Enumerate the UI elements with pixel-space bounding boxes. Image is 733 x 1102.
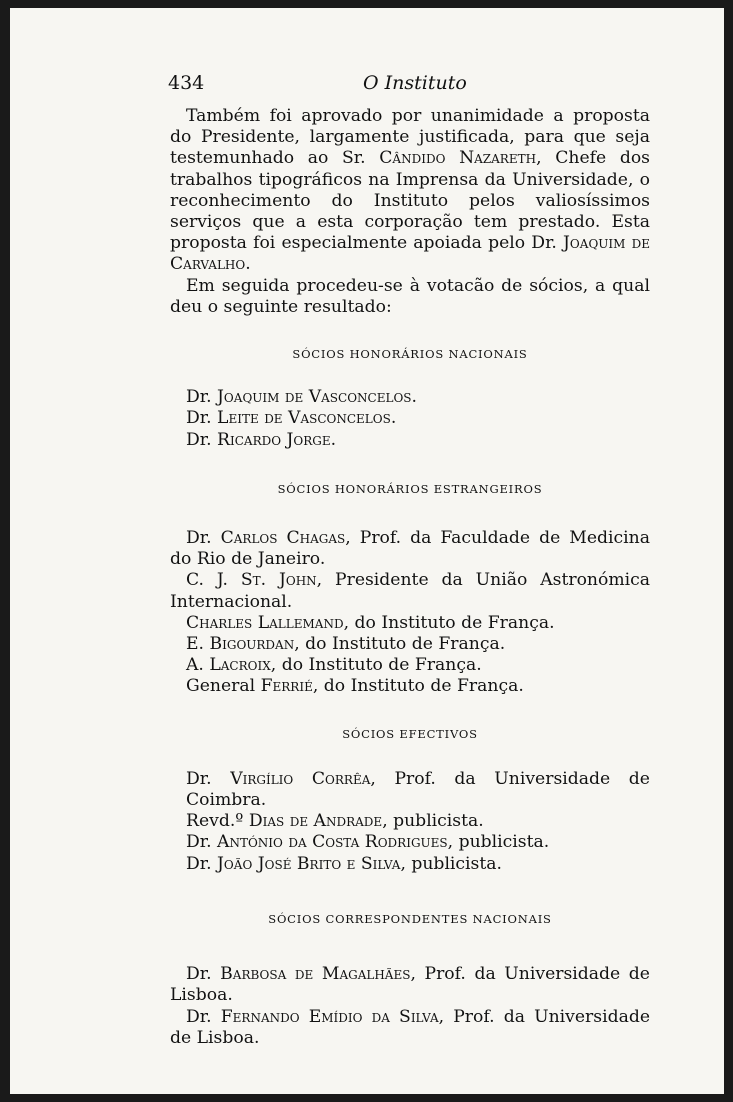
text-run: Também foi aprovado por unanimidade a proposta do Presidente, largamente justificada, para que seja testemunhado ao Sr. <box>170 106 650 169</box>
list-item: Charles Lallemand, do Instituto de França. <box>186 612 555 633</box>
list-item: General Ferrié, do Instituto de França. <box>186 676 524 697</box>
list-item: Dr. Ricardo Jorge. <box>186 429 337 450</box>
text-run: , Chefe dos trabalhos tipográficos na Imprensa da Universidade, o reconhecimento do Instituto pelos valiosíssimos serviços que a esta corporação tem prestado. Esta proposta foi especialmente apoiada pelo Dr. <box>170 148 650 254</box>
list-item: A. Lacroix, do Instituto de França. <box>186 655 482 676</box>
section-title-honorarios-estrangeiros: SÓCIOS HONORÁRIOS ESTRANGEIROS <box>277 481 543 496</box>
text-run: . <box>245 254 251 275</box>
person-name: Cândido Nazareth <box>379 148 537 169</box>
list-item: Dr. Fernando Emídio da Silva, Prof. da Universidade de Lisboa. <box>170 1006 650 1048</box>
document-page <box>10 8 724 1094</box>
page-number: 434 <box>168 72 205 94</box>
person-name: Joaquim de Carvalho <box>170 233 650 275</box>
list-item: Dr. Leite de Vasconcelos. <box>186 408 397 429</box>
list-item: E. Bigourdan, do Instituto de França. <box>186 634 506 655</box>
list-item: Dr. Carlos Chagas, Prof. da Faculdade de Medicina do Rio de Janeiro. <box>170 528 650 570</box>
list-item: Dr. João José Brito e Silva, publicista. <box>186 853 502 874</box>
page-header <box>168 72 648 98</box>
section-title-honorarios-nacionais: SÓCIOS HONORÁRIOS NACIONAIS <box>292 347 528 362</box>
running-title: O Instituto <box>363 72 467 94</box>
list-item: C. J. St. John, Presidente da União Astronómica Internacional. <box>170 570 651 612</box>
list-item: Revd.º Dias de Andrade, publicista. <box>186 811 484 832</box>
section-title-correspondentes-nacionais: SÓCIOS CORRESPONDENTES NACIONAIS <box>268 911 552 926</box>
intro-paragraph-2: Em seguida procedeu-se à votacão de sócios, a qual deu o seguinte resultado: <box>170 275 650 317</box>
list-item: Dr. Barbosa de Magalhães, Prof. da Universidade de Lisboa. <box>170 964 650 1006</box>
page-body <box>170 106 650 1049</box>
intro-paragraph-1 <box>170 106 650 276</box>
section-title-efectivos: SÓCIOS EFECTIVOS <box>342 726 478 741</box>
list-item: Dr. Virgílio Corrêa, Prof. da Universidade de Coimbra. <box>186 768 650 811</box>
list-item: Dr. António da Costa Rodrigues, publicista. <box>186 832 550 853</box>
list-item: Dr. Joaquim de Vasconcelos. <box>186 387 417 408</box>
